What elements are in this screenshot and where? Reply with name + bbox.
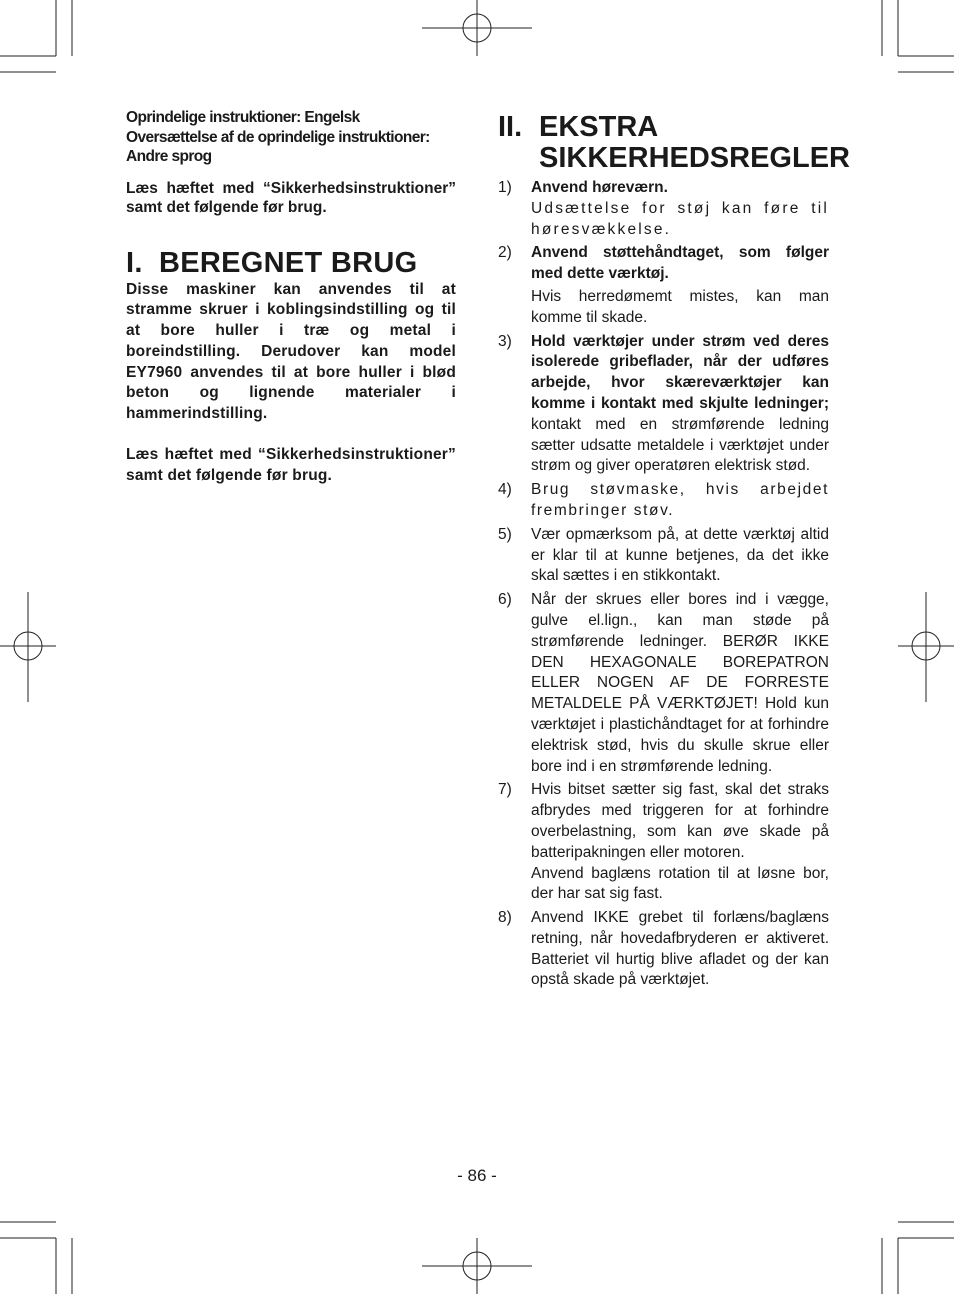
item-text: Vær opmærksom på, at dette værktøj altid er klar til at kunne betjenes, da det ikke skal sættes i en stikkontakt. <box>531 525 829 585</box>
section-1-title: BEREGNET BRUG <box>159 246 418 279</box>
section-1-number: I. <box>126 246 143 279</box>
origin-line-1: Oprindelige instruktioner: Engelsk <box>126 109 360 126</box>
item-number: 6) <box>498 591 512 609</box>
item-lead: Hold værktøjer under strøm ved deres isolerede gribeflader, når der udføres arbejde, hvor skæreværktøjer kan komme i kontakt med skjulte ledninger; <box>531 332 829 412</box>
section-1-heading <box>126 248 456 278</box>
item-number: 1) <box>498 179 512 196</box>
left-column <box>126 108 456 487</box>
item-text: Udsættelse for støj kan føre til høresvækkelse. <box>531 199 829 238</box>
item-text: Anvend IKKE grebet til forlæns/baglæns retning, når hovedafbryderen er aktiveret. Batteriet vil hurtig blive afladet og der kan opstå skade på værktøjet. <box>531 909 829 989</box>
item-number: 8) <box>498 909 512 927</box>
item-number: 4) <box>498 481 512 499</box>
section-1-body: Disse maskiner kan anvendes til at stramme skruer i koblingsindstilling og til at bore huller i træ og metal i boreindstilling. Derudover kan model EY7960 anvendes til at bore huller i blød beton og lignende materialer i hammerindstilling. <box>126 280 456 423</box>
origin-line-3: Andre sprog <box>126 148 212 165</box>
item-number: 3) <box>498 332 512 350</box>
section-1-note: Læs hæftet med “Sikkerhedsinstruktioner” samt det følgende før brug. <box>126 446 456 484</box>
list-item <box>498 480 829 522</box>
list-item <box>498 332 829 478</box>
origin-line-2: Oversættelse af de oprindelige instruktioner: <box>126 128 430 146</box>
section-2-heading <box>498 111 850 174</box>
list-item <box>498 908 829 991</box>
safety-rules-list <box>498 178 829 991</box>
right-column <box>498 111 850 994</box>
list-item <box>498 243 829 328</box>
page-number: - 86 - <box>457 1166 497 1185</box>
section-2-title-line-2: SIKKERHEDSREGLER <box>539 142 850 174</box>
item-number: 2) <box>498 244 512 262</box>
item-lead: Anvend høreværn. <box>531 179 668 196</box>
item-text: Hvis bitset sætter sig fast, skal det straks afbrydes med triggeren for at forhindre overbelastning, som kan øve skade på batteripakningen eller motoren. <box>531 781 829 861</box>
item-number: 5) <box>498 525 512 543</box>
item-number: 7) <box>498 781 512 799</box>
item-text: Brug støvmaske, hvis arbejdet frembringer støv. <box>531 481 829 519</box>
list-item <box>498 525 829 587</box>
section-2-title <box>539 112 850 174</box>
section-2-title-line-1: EKSTRA <box>539 111 659 143</box>
list-item <box>498 590 829 777</box>
list-item <box>498 780 829 905</box>
item-text: Når der skrues eller bores ind i vægge, gulve el.lign., kan man støde på strømførende ledninger. BERØR IKKE DEN HEXAGONALE BOREPATRON ELLER NOGEN AF DE FORRESTE METALDELE PÅ VÆRKTØJET! Hold kun værktøjet i plastichåndtaget for at forhindre elektrisk stød, hvis du skulle skrue eller bore ind i en strømførende ledning. <box>531 591 829 775</box>
section-2-number: II. <box>498 111 523 143</box>
item-lead: Anvend støttehåndtaget, som følger med dette værktøj. <box>531 244 829 283</box>
list-item <box>498 178 829 240</box>
intro-note: Læs hæftet med “Sikkerhedsinstruktioner” samt det følgende før brug. <box>126 179 456 216</box>
item-text-2: Anvend baglæns rotation til at løsne bor, der har sat sig fast. <box>531 864 829 903</box>
item-text: Hvis herredømemt mistes, kan man komme til skade. <box>531 287 829 326</box>
item-text: kontakt med en strømførende ledning sætter udsatte metaldele i værktøjet under strøm og giver operatøren elektrisk stød. <box>531 415 829 475</box>
